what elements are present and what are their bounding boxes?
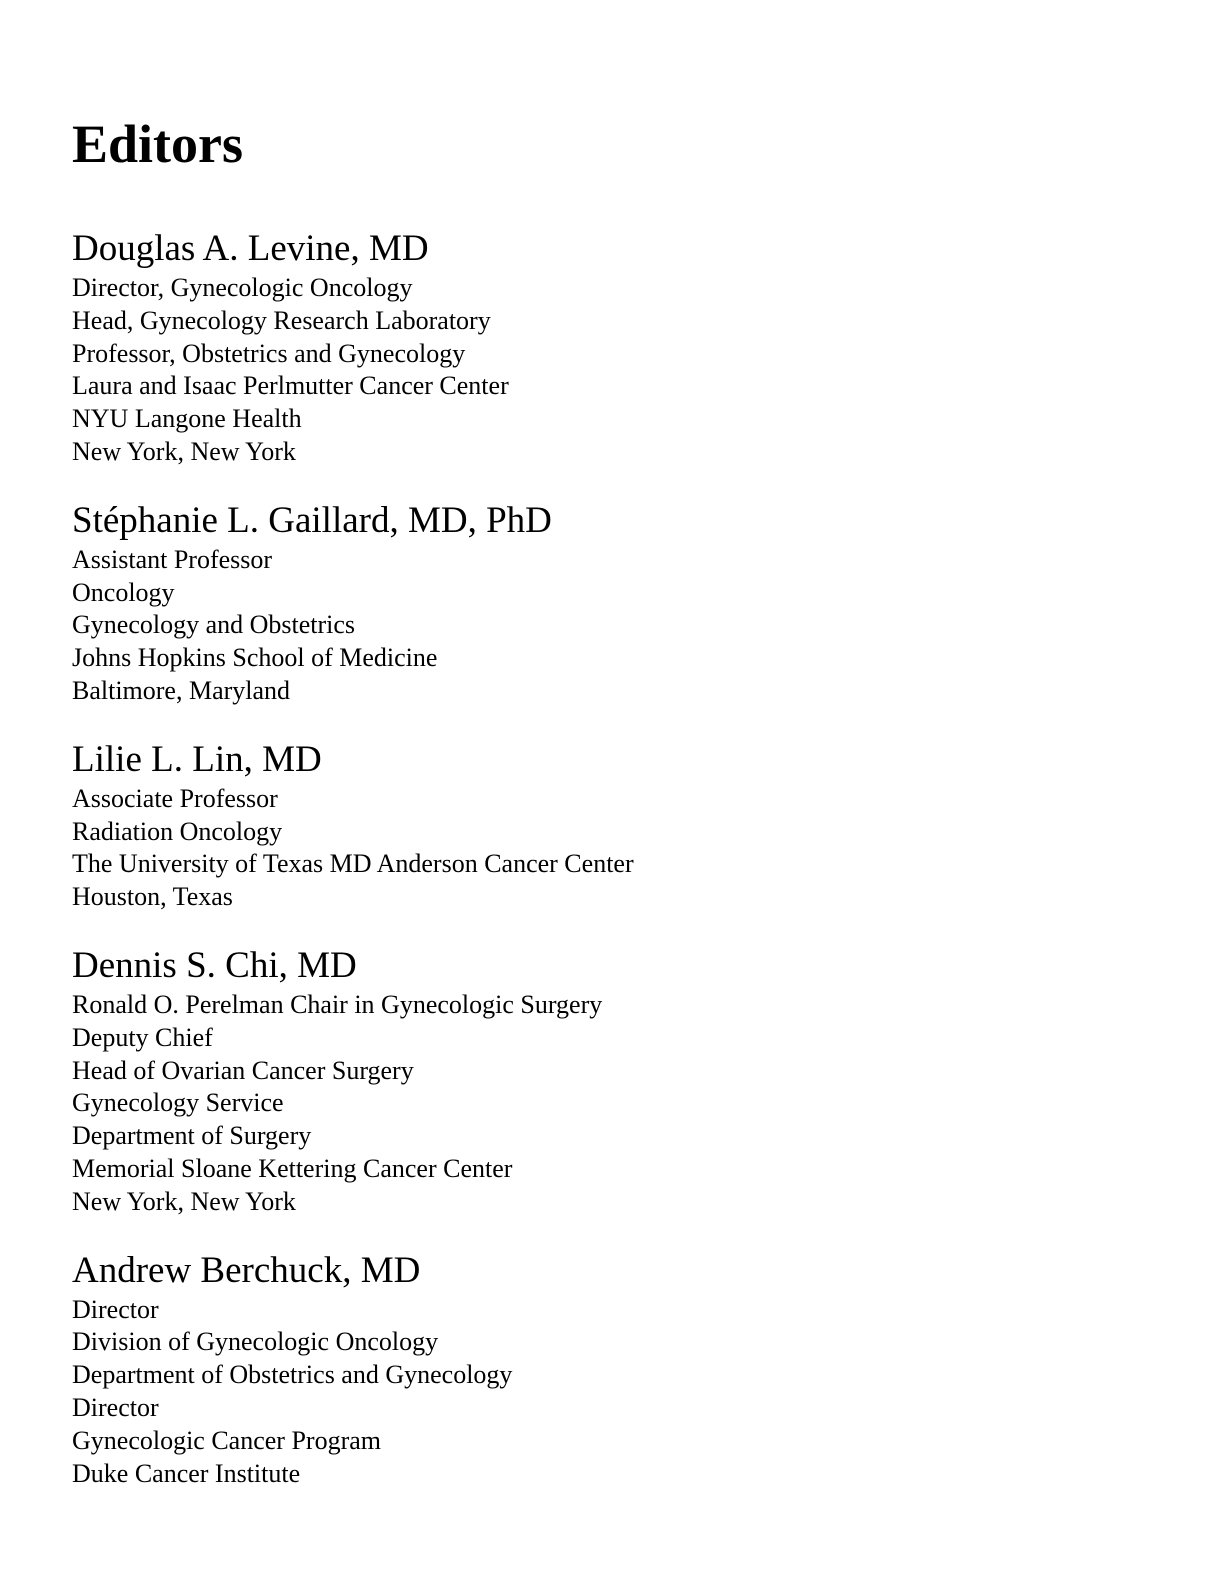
- editor-affiliation-line: Department of Surgery: [72, 1121, 312, 1151]
- editor-affiliation-line: Duke Cancer Institute: [72, 1458, 301, 1488]
- editor-affiliation-line: Gynecology and Obstetrics: [72, 610, 356, 640]
- editor-affiliation-line: New York, New York: [72, 1186, 296, 1216]
- editor-name: Stéphanie L. Gaillard, MD, PhD: [72, 499, 552, 541]
- editor-affiliation-line: Houston, Texas: [72, 882, 233, 912]
- editor-affiliation-line: Director: [72, 1392, 159, 1422]
- editor-affiliation-line: Department of Obstetrics and Gynecology: [72, 1360, 513, 1390]
- editor-entry: [72, 943, 1172, 1219]
- editor-affiliation-line: Deputy Chief: [72, 1022, 213, 1052]
- editor-entry: [72, 737, 1172, 914]
- editor-name: Lilie L. Lin, MD: [72, 738, 322, 780]
- editor-affiliation-line: Director, Gynecologic Oncology: [72, 273, 413, 302]
- editor-affiliation-line: NYU Langone Health: [72, 404, 302, 434]
- editor-affiliation-line: Memorial Sloane Kettering Cancer Center: [72, 1153, 513, 1183]
- editor-affiliation-line: Gynecologic Cancer Program: [72, 1425, 382, 1455]
- editor-affiliation-line: Division of Gynecologic Oncology: [72, 1327, 439, 1357]
- editor-entry: [72, 498, 1172, 708]
- editor-affiliation-line: Assistant Professor: [72, 544, 273, 574]
- editor-name: Dennis S. Chi, MD: [72, 944, 357, 986]
- editor-affiliation-line: Head of Ovarian Cancer Surgery: [72, 1055, 414, 1085]
- editor-name: Andrew Berchuck, MD: [72, 1249, 421, 1291]
- editor-affiliation-line: Laura and Isaac Perlmutter Cancer Center: [72, 371, 509, 401]
- editor-affiliation-line: Radiation Oncology: [72, 816, 283, 846]
- page-title: Editors: [72, 114, 244, 174]
- editor-affiliation-line: Head, Gynecology Research Laboratory: [72, 305, 491, 335]
- editor-affiliation-line: Professor, Obstetrics and Gynecology: [72, 338, 466, 368]
- editor-affiliation-line: Director: [72, 1294, 159, 1324]
- editor-affiliation-line: Associate Professor: [72, 783, 278, 813]
- editor-affiliation-line: Johns Hopkins School of Medicine: [72, 643, 438, 673]
- editor-entry: [72, 1248, 1172, 1491]
- editors-page: [72, 108, 1172, 1519]
- editor-entry: [72, 226, 1172, 469]
- editor-affiliation-line: Baltimore, Maryland: [72, 675, 291, 705]
- editor-affiliation-line: Gynecology Service: [72, 1088, 284, 1118]
- editor-affiliation-line: The University of Texas MD Anderson Cancer Center: [72, 849, 634, 879]
- editor-name: Douglas A. Levine, MD: [72, 228, 429, 269]
- editor-affiliation-line: Ronald O. Perelman Chair in Gynecologic Surgery: [72, 989, 603, 1019]
- editor-affiliation-line: New York, New York: [72, 436, 296, 466]
- editor-affiliation-line: Oncology: [72, 577, 175, 607]
